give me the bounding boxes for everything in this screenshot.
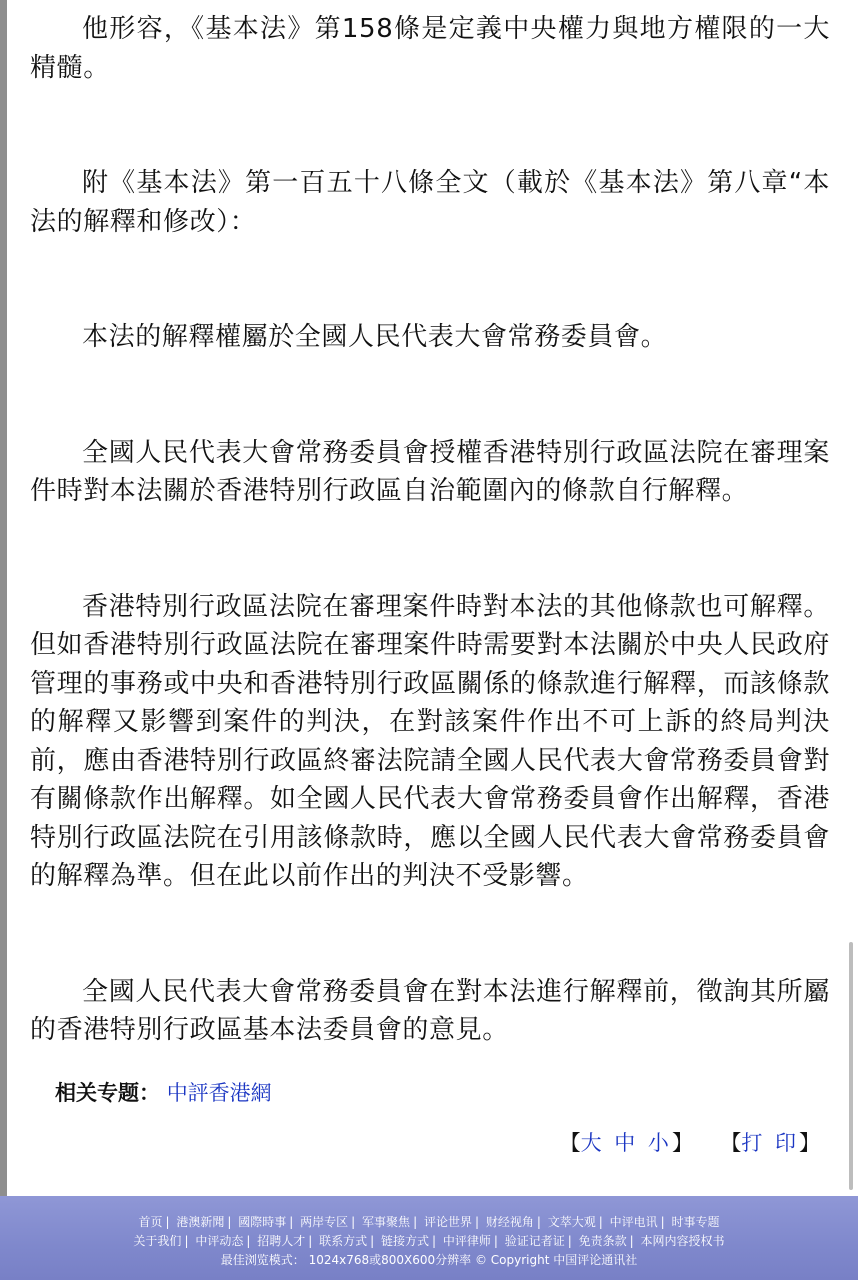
- footer-copyright: 最佳浏览模式： 1024x768或800X600分辨率 © Copyright 中国评论通讯社: [220, 1253, 638, 1267]
- footer-link-license[interactable]: 本网内容授权书: [640, 1234, 725, 1248]
- article-body: [30, 10, 830, 1050]
- site-footer: [0, 1196, 858, 1280]
- paragraph-article-158-3: 香港特別行政區法院在審理案件時對本法的其他條款也可解釋。但如香港特別行政區法院在審理案件時需要對本法關於中央人民政府管理的事務或中央和香港特別行政區關係的條款進行解釋，而該條款的解釋又影響到案件的判決，在對該案件作出不可上訴的終局判決前，應由香港特別行政區終審法院請全國人民代表大會常務委員會對有關條款作出解釋。如全國人民代表大會常務委員會作出解釋，香港特別行政區法院在引用該條款時，應以全國人民代表大會常務委員會的解釋為準。但在此以前作出的判決不受影響。: [30, 591, 830, 891]
- footer-link-home[interactable]: 首页: [138, 1215, 163, 1229]
- related-topic-link[interactable]: 中評香港網: [166, 1081, 272, 1105]
- footer-link-commentary[interactable]: 评论世界: [423, 1215, 472, 1229]
- footer-link-updates[interactable]: 中评动态: [195, 1234, 244, 1248]
- footer-link-disclaimer[interactable]: 免责条款: [578, 1234, 627, 1248]
- footer-link-world-news[interactable]: 國際時事: [238, 1215, 287, 1229]
- footer-link-finance[interactable]: 财经视角: [485, 1215, 534, 1229]
- font-size-switch[interactable]: 大 中 小: [580, 1131, 672, 1155]
- footer-nav-row-2: 关于我们 | 中评动态 | 招聘人才 | 联系方式 | 链接方式 | 中评律师 | 验证记者证 | 免责条款 | 本网内容授权书: [133, 1234, 725, 1248]
- footer-link-contact[interactable]: 联系方式: [319, 1234, 368, 1248]
- bracket-open: 【: [559, 1131, 581, 1155]
- paragraph-article-158-4: 全國人民代表大會常務委員會在對本法進行解釋前，徵詢其所屬的香港特別行政區基本法委員會的意見。: [30, 976, 830, 1045]
- bracket-close: 】: [799, 1131, 820, 1155]
- footer-link-careers[interactable]: 招聘人才: [257, 1234, 306, 1248]
- footer-link-topics[interactable]: 时事专题: [671, 1215, 720, 1229]
- bracket-close: 】: [671, 1131, 693, 1155]
- footer-nav-row-1: 首页 | 港澳新聞 | 國際時事 | 两岸专区 | 军事聚焦 | 评论世界 | 财经视角 | 文萃大观 | 中评电讯 | 时事专题: [138, 1215, 720, 1229]
- footer-link-cross-strait[interactable]: 两岸专区: [300, 1215, 349, 1229]
- footer-link-linking[interactable]: 链接方式: [380, 1234, 429, 1248]
- footer-link-press-card[interactable]: 验证记者证: [504, 1234, 565, 1248]
- footer-link-lawyers[interactable]: 中评律师: [442, 1234, 491, 1248]
- left-border: [0, 0, 7, 1196]
- footer-link-literature[interactable]: 文萃大观: [547, 1215, 596, 1229]
- print-button[interactable]: 打 印: [741, 1131, 799, 1155]
- paragraph-appendix-intro: 附《基本法》第一百五十八條全文（載於《基本法》第八章“本法的解釋和修改）：: [30, 168, 830, 237]
- footer-link-cnr-news[interactable]: 中评电讯: [609, 1215, 658, 1229]
- footer-link-military[interactable]: 军事聚焦: [362, 1215, 411, 1229]
- bracket-open: 【: [720, 1131, 742, 1155]
- related-topics: [55, 1075, 272, 1111]
- related-topics-label: 相关专题：: [55, 1081, 160, 1105]
- paragraph-quote-tail: 他形容，《基本法》第158條是定義中央權力與地方權限的一大精髓。: [30, 14, 830, 83]
- article-tools: [560, 1127, 820, 1159]
- paragraph-article-158-1: 本法的解釋權屬於全國人民代表大會常務委員會。: [82, 322, 668, 352]
- footer-link-hkmacau-news[interactable]: 港澳新聞: [176, 1215, 225, 1229]
- scrollbar-thumb[interactable]: [849, 942, 853, 1190]
- paragraph-article-158-2: 全國人民代表大會常務委員會授權香港特別行政區法院在審理案件時對本法關於香港特別行政區自治範圍內的條款自行解釋。: [30, 437, 830, 506]
- footer-link-about[interactable]: 关于我们: [133, 1234, 182, 1248]
